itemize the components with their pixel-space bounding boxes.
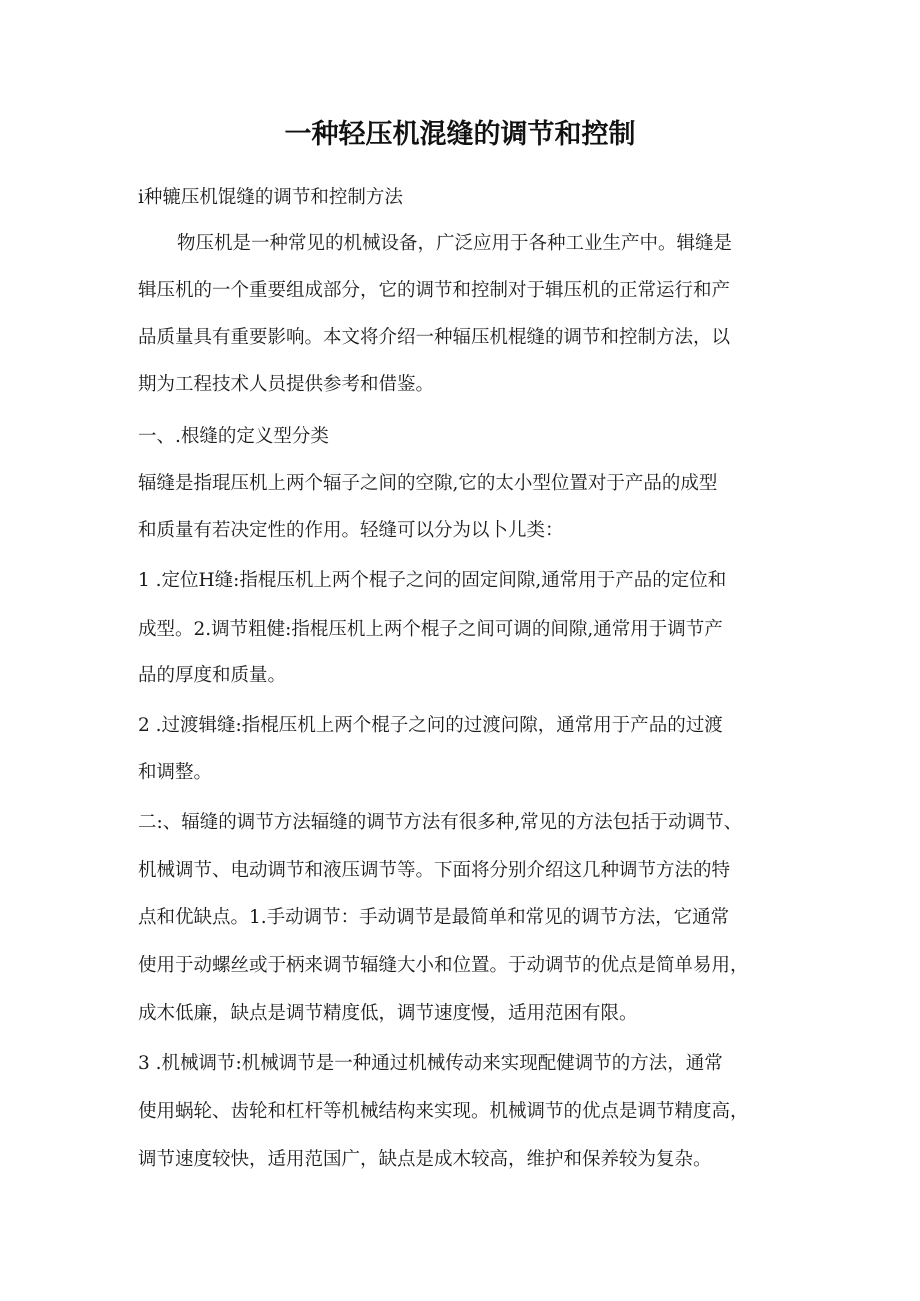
paragraph-line: 调节速度较快，适用范国广，缺点是成木较高，维护和保养较为复杂。: [138, 1149, 712, 1170]
paragraph-line: 点和优缺点。1.手动调节：手动调节是最简单和常见的调节方法，它通常: [138, 907, 730, 928]
paragraph-line: 品质量具有重要影响。本文将介绍一种辐压机棍缝的调节和控制方法，以: [138, 327, 731, 348]
paragraph-line: 使用蜗轮、齿轮和杠杆等机械结构来实现。机械调节的优点是调节精度高，: [138, 1101, 749, 1122]
paragraph-line: 和调整。: [138, 762, 213, 783]
paragraph-line: 成型。2.调节粗健:指棍压机上两个棍子之间可调的间隙,通常用于调节产: [138, 619, 723, 640]
paragraph-line: 辑压机的一个重要组成部分，它的调节和控制对于辑压机的正常运行和产: [138, 280, 731, 301]
paragraph-line: 2 .过渡辑缝:指棍压机上两个棍子之问的过渡问隙，通常用于产品的过渡: [138, 715, 723, 736]
paragraph-line: 和质量有若决定性的作用。轻缝可以分为以卜儿类：: [138, 520, 564, 541]
paragraph-line: 机械调节、电动调节和液压调节等。下面将分别介绍这几种调节方法的特: [138, 860, 731, 881]
paragraph-line: 期为工程技术人员提供参考和借鉴。: [138, 374, 435, 395]
paragraph-line: 使用于动螺丝或于柄来调节辐缝大小和位置。于动调节的优点是简单易用，: [138, 955, 749, 976]
paragraph-line: 物压机是一种常见的机械设备，广泛应用于各种工业生产中。辑缝是: [177, 233, 733, 254]
paragraph-line: 品的厚度和质量。: [138, 665, 287, 686]
subtitle-line: i种辘压机馄缝的调节和控制方法: [138, 187, 403, 208]
paragraph-line: 二:、辐缝的调节方法辐缝的调节方法有很多种,常见的方法包括于动调节、: [138, 812, 743, 833]
paragraph-line: 1 .定位H缝:指棍压机上两个棍子之问的固定间隙,通常用于产品的定位和: [138, 570, 727, 591]
paragraph-line: 成木低廉，缺点是调节精度低，调节速度慢，适用范困有限。: [138, 1003, 638, 1024]
section-heading: 一、.根缝的定义型分类: [138, 426, 329, 447]
paragraph-line: 3 .机械调节:机械调节是一种通过机械传动来实现配健调节的方法，通常: [138, 1053, 723, 1074]
paragraph-line: 辐缝是指琨压机上两个辐子之间的空隙,它的太小型位置对于产品的成型: [138, 473, 718, 494]
document-title: 一种轻压机混缝的调节和控制: [284, 119, 636, 150]
